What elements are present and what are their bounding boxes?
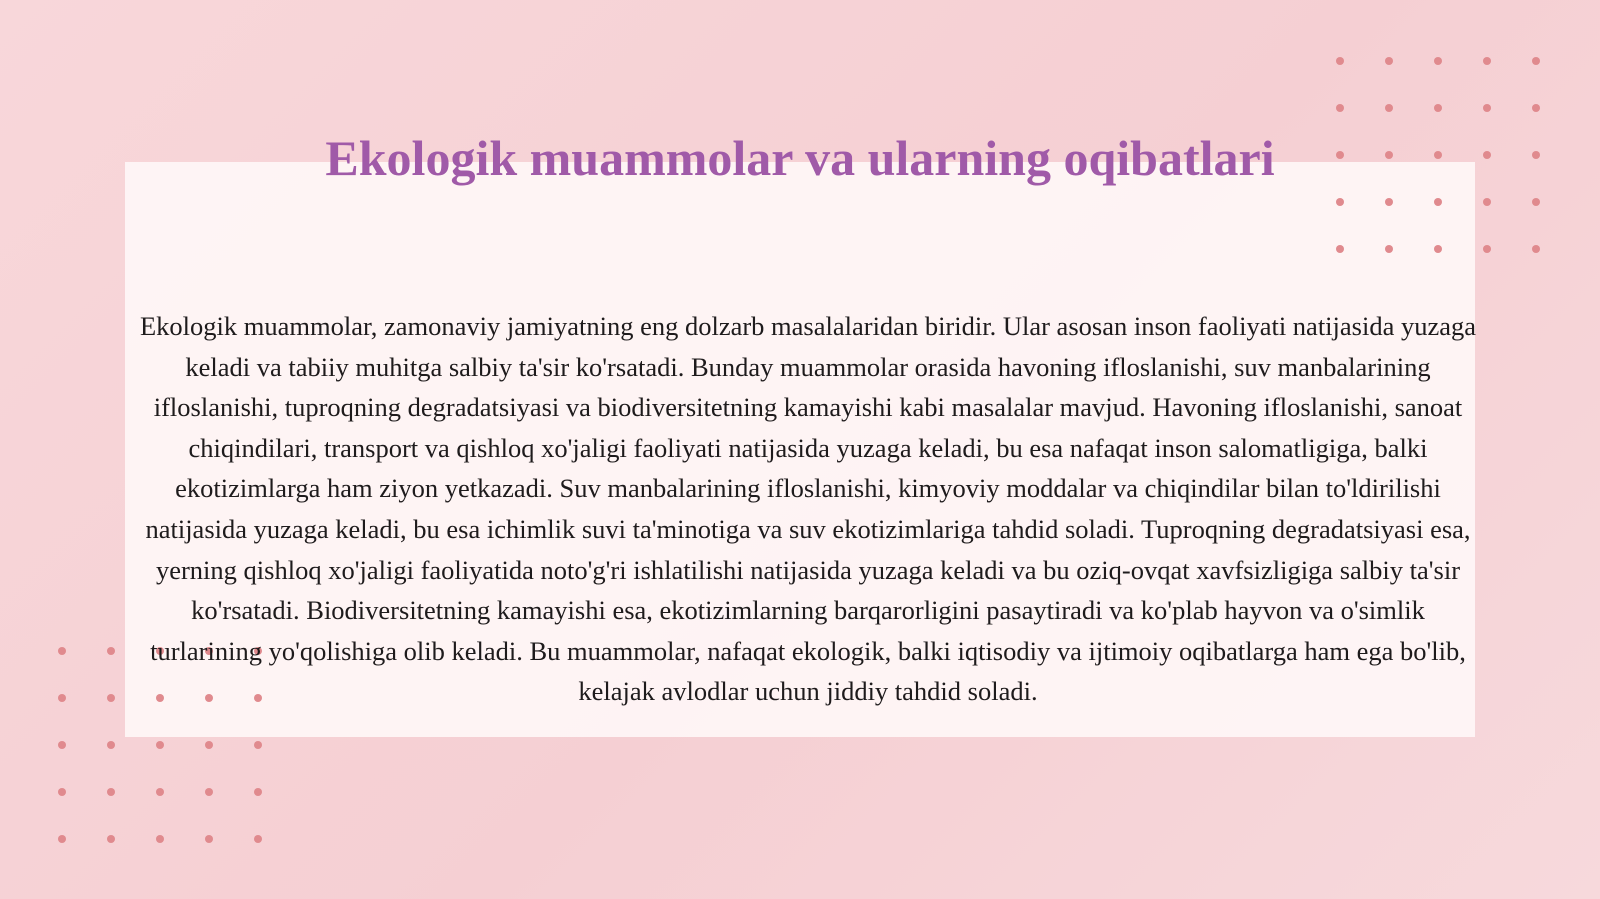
decorative-dot xyxy=(58,694,66,702)
decorative-dot xyxy=(107,741,115,749)
decorative-dot xyxy=(1385,104,1393,112)
decorative-dot xyxy=(254,835,262,843)
decorative-dot xyxy=(1532,245,1540,253)
decorative-dot xyxy=(1532,198,1540,206)
decorative-dot xyxy=(156,835,164,843)
decorative-dot xyxy=(58,788,66,796)
decorative-dot xyxy=(1483,151,1491,159)
decorative-dot xyxy=(1483,198,1491,206)
decorative-dot xyxy=(205,835,213,843)
decorative-dot xyxy=(254,788,262,796)
decorative-dot xyxy=(1483,245,1491,253)
decorative-dot xyxy=(205,788,213,796)
decorative-dot xyxy=(1336,245,1344,253)
decorative-dot xyxy=(58,835,66,843)
decorative-dot xyxy=(1336,104,1344,112)
decorative-dot xyxy=(107,694,115,702)
decorative-dot xyxy=(205,741,213,749)
decorative-dot xyxy=(107,647,115,655)
slide-title: Ekologik muammolar va ularning oqibatlari xyxy=(325,130,1275,186)
decorative-dot xyxy=(1532,151,1540,159)
decorative-dot xyxy=(1434,245,1442,253)
slide-body-text: Ekologik muammolar, zamonaviy jamiyatning eng dolzarb masalalaridan biridir. Ular asosan inson faoliyati natijasida yuzaga keladi va tabiiy muhitga salbiy ta'sir ko'rsatadi. Bunday muammolar orasida havoning ifloslanishi, suv manbalarining ifloslanishi, tuproqning degradatsiyasi va biodiversitetning kamayishi kabi masalalar mavjud. Havoning ifloslanishi, sanoat chiqindilari, transport va qishloq xo'jaligi faoliyati natijasida yuzaga keladi, bu esa nafaqat inson salomatligiga, balki ekotizimlarga ham ziyon yetkazadi. Suv manbalarining ifloslanishi, kimyoviy moddalar va chiqindilar bilan to'ldirilishi natijasida yuzaga keladi, bu esa ichimlik suvi ta'minotiga va suv ekotizimlariga tahdid soladi. Tuproqning degradatsiyasi esa, yerning qishloq xo'jaligi faoliyatida noto'g'ri ishlatilishi natijasida yuzaga keladi va bu oziq-ovqat xavfsizligiga salbiy ta'sir ko'rsatadi. Biodiversitetning kamayishi esa, ekotizimlarning barqarorligini pasaytiradi va ko'plab hayvon va o'simlik turlarining yo'qolishiga olib keladi. Bu muammolar, nafaqat ekologik, balki iqtisodiy va ijtimoiy oqibatlarga ham ega bo'lib, kelajak avlodlar uchun jiddiy tahdid soladi. xyxy=(139,311,1477,707)
decorative-dot xyxy=(1434,104,1442,112)
decorative-dot xyxy=(156,788,164,796)
decorative-dot xyxy=(1483,57,1491,65)
decorative-dot xyxy=(156,741,164,749)
decorative-dot xyxy=(1434,57,1442,65)
decorative-dot xyxy=(1434,198,1442,206)
decorative-dot xyxy=(1336,57,1344,65)
decorative-dot xyxy=(1483,104,1491,112)
decorative-dot xyxy=(1532,57,1540,65)
decorative-dot xyxy=(254,741,262,749)
decorative-dot xyxy=(107,835,115,843)
decorative-dot xyxy=(1532,104,1540,112)
decorative-dot xyxy=(1385,198,1393,206)
decorative-dot xyxy=(1385,57,1393,65)
decorative-dot xyxy=(1385,245,1393,253)
decorative-dot xyxy=(58,647,66,655)
decorative-dot xyxy=(58,741,66,749)
decorative-dot xyxy=(1336,198,1344,206)
decorative-dot xyxy=(107,788,115,796)
